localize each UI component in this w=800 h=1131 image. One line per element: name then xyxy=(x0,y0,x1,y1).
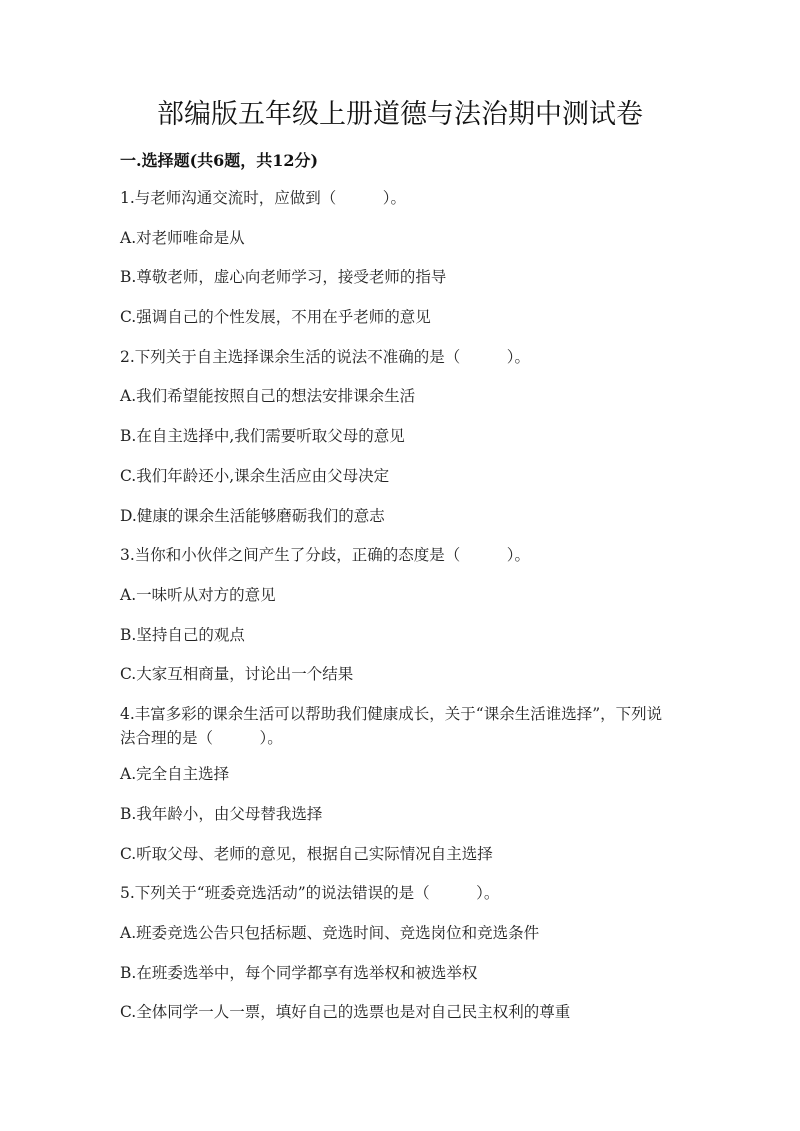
section-heading: 一.选择题(共6题，共12分) xyxy=(120,151,319,170)
question-1-option-c: C.强调自己的个性发展，不用在乎老师的意见 xyxy=(120,308,431,326)
question-stem-2: 2.下列关于自主选择课余生活的说法不准确的是（ ）。 xyxy=(120,348,531,366)
question-1-option-b: B.尊敬老师，虚心向老师学习，接受老师的指导 xyxy=(120,268,447,286)
question-4-option-c: C.听取父母、老师的意见，根据自己实际情况自主选择 xyxy=(120,845,493,863)
question-5-option-a: A.班委竞选公告只包括标题、竞选时间、竞选岗位和竞选条件 xyxy=(120,924,540,942)
question-3-option-a: A.一味听从对方的意见 xyxy=(120,586,276,604)
question-stem-5: 5.下列关于“班委竞选活动”的说法错误的是（ ）。 xyxy=(120,884,500,902)
question-stem-1: 1.与老师沟通交流时，应做到（ ）。 xyxy=(120,189,407,207)
question-3-option-b: B.坚持自己的观点 xyxy=(120,626,245,644)
question-2-option-a: A.我们希望能按照自己的想法安排课余生活 xyxy=(120,387,416,405)
question-3-option-c: C.大家互相商量，讨论出一个结果 xyxy=(120,665,354,683)
question-stem-3: 3.当你和小伙伴之间产生了分歧，正确的态度是（ ）。 xyxy=(120,546,531,564)
question-1-option-a: A.对老师唯命是从 xyxy=(120,229,245,247)
question-2-option-c: C.我们年龄还小,课余生活应由父母决定 xyxy=(120,467,390,485)
question-stem-4: 4.丰富多彩的课余生活可以帮助我们健康成长，关于“课余生活谁选择”，下列说法合理的是（ ）。 xyxy=(120,705,663,747)
question-5-option-b: B.在班委选举中，每个同学都享有选举权和被选举权 xyxy=(120,964,478,982)
question-2-option-d: D.健康的课余生活能够磨砺我们的意志 xyxy=(120,507,385,525)
question-4-option-b: B.我年龄小，由父母替我选择 xyxy=(120,805,323,823)
question-5-option-c: C.全体同学一人一票，填好自己的选票也是对自己民主权利的尊重 xyxy=(120,1003,571,1021)
question-2-option-b: B.在自主选择中,我们需要听取父母的意见 xyxy=(120,427,405,445)
question-4-option-a: A.完全自主选择 xyxy=(120,765,230,783)
page-title: 部编版五年级上册道德与法治期中测试卷 xyxy=(157,99,643,130)
